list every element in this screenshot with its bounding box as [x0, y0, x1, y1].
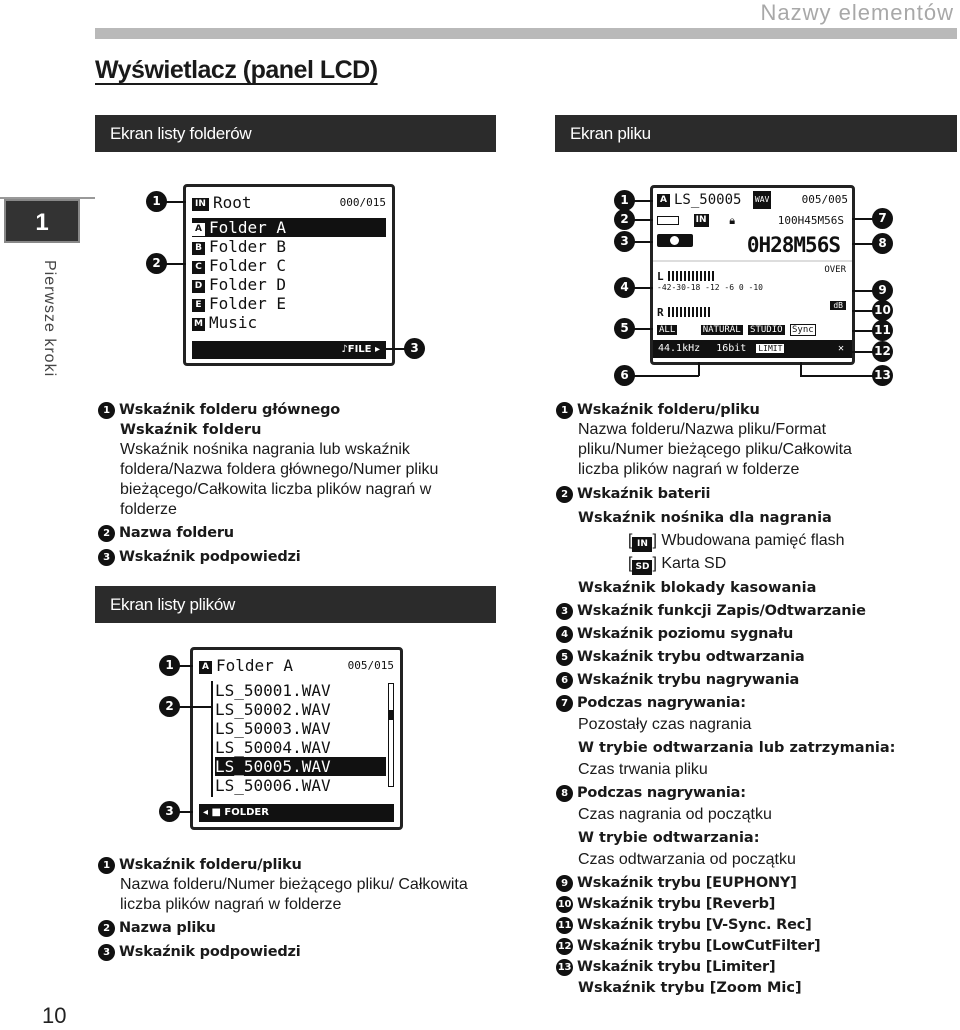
legend-item [556, 647, 956, 667]
callout-line [164, 201, 186, 203]
legend-item [98, 918, 498, 938]
folder-row[interactable] [192, 275, 386, 294]
callout-8: 8 [872, 233, 893, 254]
file-count: 005/015 [347, 659, 394, 672]
legend-title: Wskaźnik folderu głównego [119, 402, 341, 418]
legend-subtitle: Wskaźnik folderu [120, 422, 262, 438]
legend-item [98, 855, 498, 875]
num-badge: 1 [98, 857, 115, 874]
page-number: 10 [42, 1003, 67, 1028]
legend-text: Wbudowana pamięć flash [661, 532, 845, 549]
file-count: 000/015 [339, 196, 386, 209]
callout-line [852, 218, 874, 220]
legend-text: [ IN ] Wbudowana pamięć flash [556, 531, 956, 552]
file-list-legend [98, 855, 498, 962]
folder-name: Folder A [209, 218, 287, 237]
legend-text: Czas nagrania od początku [578, 806, 772, 823]
file-row[interactable]: LS_50006.WAV [215, 776, 331, 795]
elapsed-time: 0H28M56S [746, 233, 840, 257]
callout-line [633, 287, 653, 289]
num-badge: 1 [98, 402, 115, 419]
limiter-badge: LIMIT [758, 344, 783, 353]
num-badge: 10 [556, 896, 573, 913]
folder-list-lcd [183, 184, 395, 366]
callout-line [177, 706, 212, 708]
callout-13: 13 [872, 365, 893, 386]
rec-mode-bar [653, 340, 852, 358]
legend-title: Wskaźnik folderu/pliku [577, 402, 760, 418]
legend-title: Wskaźnik baterii [577, 486, 711, 502]
channel-r: R [657, 306, 664, 319]
folder-name: Folder C [209, 256, 287, 275]
folder-row[interactable] [192, 256, 386, 275]
folder-row[interactable] [192, 313, 386, 332]
page-title: Wyświetlacz (panel LCD) [95, 56, 378, 84]
legend-item [556, 484, 956, 504]
callout-line [385, 348, 405, 350]
folder-e-icon: E [192, 299, 205, 312]
callout-1: 1 [146, 191, 167, 212]
legend-item [556, 894, 956, 914]
callout-9: 9 [872, 280, 893, 301]
legend-text: Karta SD [661, 555, 727, 572]
record-play-icon [657, 234, 693, 247]
legend-text: Pozostały czas nagrania [578, 716, 752, 733]
callout-line [852, 243, 874, 245]
root-label: Root [213, 193, 252, 212]
legend-title: Wskaźnik trybu odtwarzania [577, 649, 805, 665]
lcd-header [192, 193, 386, 212]
over-label: OVER [824, 265, 846, 275]
num-badge: 9 [556, 875, 573, 892]
callout-1: 1 [614, 190, 635, 211]
bar-folder-list: Ekran listy folderów [95, 115, 496, 152]
legend-item [556, 783, 956, 803]
lcd-header [199, 656, 394, 675]
list-border [211, 681, 213, 797]
header-rule [95, 28, 957, 39]
callout-2: 2 [146, 253, 167, 274]
file-list-lcd [190, 647, 403, 830]
legend-title: Podczas nagrywania: [577, 785, 746, 801]
callout-7: 7 [872, 208, 893, 229]
folder-d-icon: D [192, 280, 205, 293]
zoom-mic-icon: ✕ [837, 343, 844, 354]
bit-depth: 16bit [716, 343, 747, 354]
num-badge: 6 [556, 672, 573, 689]
folder-a-icon: A [192, 223, 205, 236]
folder-name: Music [209, 313, 258, 332]
folder-name: Folder D [209, 275, 287, 294]
legend-item [556, 601, 956, 621]
callout-line [633, 241, 653, 243]
file-row[interactable]: LS_50004.WAV [215, 738, 331, 757]
lcd-line-3 [657, 234, 848, 256]
num-badge: 2 [556, 486, 573, 503]
level-scale: -42-30-18 -12 -6 0 -10 [657, 283, 763, 292]
legend-title: Wskaźnik trybu [Zoom Mic] [578, 980, 802, 996]
callout-10: 10 [872, 300, 893, 321]
num-badge: 3 [98, 549, 115, 566]
num-badge: 7 [556, 695, 573, 712]
legend-text: Wskaźnik nośnika nagrania lub wskaźnik foldera/Nazwa foldera głównego/Numer pliku bieżącego/Całkowita liczba plików nagrań w folderze [120, 441, 439, 518]
callout-3: 3 [614, 231, 635, 252]
legend-text: Nazwa folderu/Numer bieżącego pliku/ Całkowita liczba plików nagrań w folderze [120, 876, 468, 913]
callout-12: 12 [872, 341, 893, 362]
folder-a-icon: A [199, 661, 212, 674]
folder-a-icon: A [657, 194, 670, 207]
callout-3: 3 [404, 338, 425, 359]
file-row[interactable]: LS_50001.WAV [215, 681, 331, 700]
num-badge: 11 [556, 917, 573, 934]
num-badge: 1 [556, 402, 573, 419]
legend-item [98, 547, 498, 567]
legend-item [556, 915, 956, 935]
legend-subtitle: W trybie odtwarzania: [578, 830, 760, 846]
level-meter-r [657, 301, 848, 319]
callout-6: 6 [614, 365, 635, 386]
memory-icon: IN [694, 214, 709, 227]
file-screen-legend [556, 400, 956, 998]
callout-3: 3 [159, 801, 180, 822]
callout-11: 11 [872, 320, 893, 341]
legend-item [556, 957, 956, 977]
legend-text: Czas trwania pliku [578, 761, 708, 778]
lock-icon: 🔒︎ [729, 214, 736, 227]
section-label: Nazwy elementów [760, 0, 954, 25]
legend-item [556, 693, 956, 713]
file-name: LS_50005 [674, 192, 742, 208]
bar-file-list: Ekran listy plików [95, 586, 496, 623]
legend-title: Wskaźnik trybu [Reverb] [577, 896, 776, 912]
file-row[interactable]: LS_50002.WAV [215, 700, 331, 719]
legend-title: Podczas nagrywania: [577, 695, 746, 711]
legend-item [556, 670, 956, 690]
folder-c-icon: C [192, 261, 205, 274]
folder-name: Folder B [209, 237, 287, 256]
channel-l: L [657, 270, 664, 283]
legend-subtitle: Wskaźnik nośnika dla nagrania [578, 510, 832, 526]
callout-line [633, 200, 653, 202]
callout-line [852, 310, 874, 312]
legend-item [98, 523, 498, 543]
legend-item [556, 624, 956, 644]
num-badge: 12 [556, 938, 573, 955]
num-badge: 3 [98, 944, 115, 961]
legend-title: Wskaźnik trybu [V-Sync. Rec] [577, 917, 812, 933]
callout-2: 2 [614, 209, 635, 230]
legend-title: Wskaźnik podpowiedzi [119, 944, 301, 960]
sd-card-icon: SD [632, 560, 652, 575]
music-icon: M [192, 318, 205, 331]
num-badge: 5 [556, 649, 573, 666]
folder-name: Folder A [216, 656, 294, 675]
legend-title: Wskaźnik folderu/pliku [119, 857, 302, 873]
mode-row [657, 324, 848, 337]
legend-title: Wskaźnik podpowiedzi [119, 549, 301, 565]
legend-item [556, 400, 956, 420]
scrollbar[interactable] [388, 683, 394, 787]
callout-1: 1 [159, 655, 180, 676]
num-badge: 13 [556, 959, 573, 976]
file-count: 005/005 [801, 193, 848, 206]
legend-title: Wskaźnik trybu [Limiter] [577, 959, 776, 975]
file-screen-lcd [650, 185, 855, 365]
callout-line [698, 362, 700, 376]
legend-item [98, 942, 498, 962]
callout-4: 4 [614, 277, 635, 298]
memory-icon: IN [192, 198, 209, 211]
euphony-badge: NATURAL [702, 325, 741, 335]
reverb-badge: STUDIO [750, 325, 783, 335]
callout-line [164, 263, 186, 265]
legend-title: Wskaźnik trybu [EUPHONY] [577, 875, 797, 891]
db-label: dB [830, 301, 846, 310]
file-row-selected[interactable]: LS_50005.WAV [215, 757, 386, 776]
legend-text: Nazwa folderu/Nazwa pliku/Format pliku/Numer bieżącego pliku/Całkowita liczba plików nagrań w folderze [578, 421, 852, 478]
num-badge: 2 [98, 525, 115, 542]
num-badge: 8 [556, 785, 573, 802]
play-mode-badge: ALL [659, 325, 676, 335]
remaining-time: 100H45M56S [777, 214, 844, 227]
lcd-line-2 [657, 213, 848, 229]
callout-line [852, 330, 874, 332]
legend-subtitle: W trybie odtwarzania lub zatrzymania: [578, 740, 896, 756]
hint-bar: ♪FILE ▸ [192, 341, 386, 359]
legend-item [98, 400, 498, 420]
num-badge: 3 [556, 603, 573, 620]
battery-icon [657, 216, 679, 225]
callout-line [800, 362, 802, 376]
legend-title: Nazwa folderu [119, 525, 234, 541]
level-bar-r [668, 307, 712, 317]
legend-title: Wskaźnik trybu [LowCutFilter] [577, 938, 821, 954]
folder-row[interactable] [192, 294, 386, 313]
folder-list-legend [98, 400, 498, 567]
bar-file-screen: Ekran pliku [555, 115, 957, 152]
callout-line [800, 375, 874, 377]
builtin-memory-icon: IN [632, 537, 652, 552]
chapter-number: 1 [4, 199, 80, 243]
folder-name: Folder E [209, 294, 287, 313]
callout-line [633, 219, 653, 221]
num-badge: 2 [98, 920, 115, 937]
chapter-title: Pierwsze kroki [41, 260, 58, 378]
scrollbar-thumb[interactable] [389, 710, 393, 720]
legend-title: Wskaźnik funkcji Zapis/Odtwarzanie [577, 603, 866, 619]
callout-line [852, 351, 874, 353]
folder-row[interactable] [192, 218, 386, 237]
legend-title: Wskaźnik poziomu sygnału [577, 626, 794, 642]
legend-text: Czas odtwarzania od początku [578, 851, 796, 868]
legend-item [556, 936, 956, 956]
legend-title: Nazwa pliku [119, 920, 216, 936]
callout-line [633, 328, 653, 330]
legend-item [556, 873, 956, 893]
lcd-line-1 [657, 191, 848, 209]
callout-2: 2 [159, 696, 180, 717]
level-bar-l [668, 271, 716, 281]
hint-bar: ◂ ■ FOLDER [199, 804, 394, 822]
folder-row[interactable] [192, 237, 386, 256]
divider [653, 260, 852, 262]
callout-line [852, 290, 874, 292]
callout-line [633, 375, 699, 377]
folder-b-icon: B [192, 242, 205, 255]
sample-rate: 44.1kHz [658, 343, 701, 354]
legend-title: Wskaźnik trybu nagrywania [577, 672, 800, 688]
level-meter-l [657, 265, 848, 283]
legend-subtitle: Wskaźnik blokady kasowania [578, 580, 817, 596]
legend-text: [ SD ] Karta SD [556, 554, 956, 575]
format-badge: WAV [753, 191, 771, 209]
vsync-badge: Sync [791, 325, 814, 335]
num-badge: 4 [556, 626, 573, 643]
callout-5: 5 [614, 318, 635, 339]
file-row[interactable]: LS_50003.WAV [215, 719, 331, 738]
